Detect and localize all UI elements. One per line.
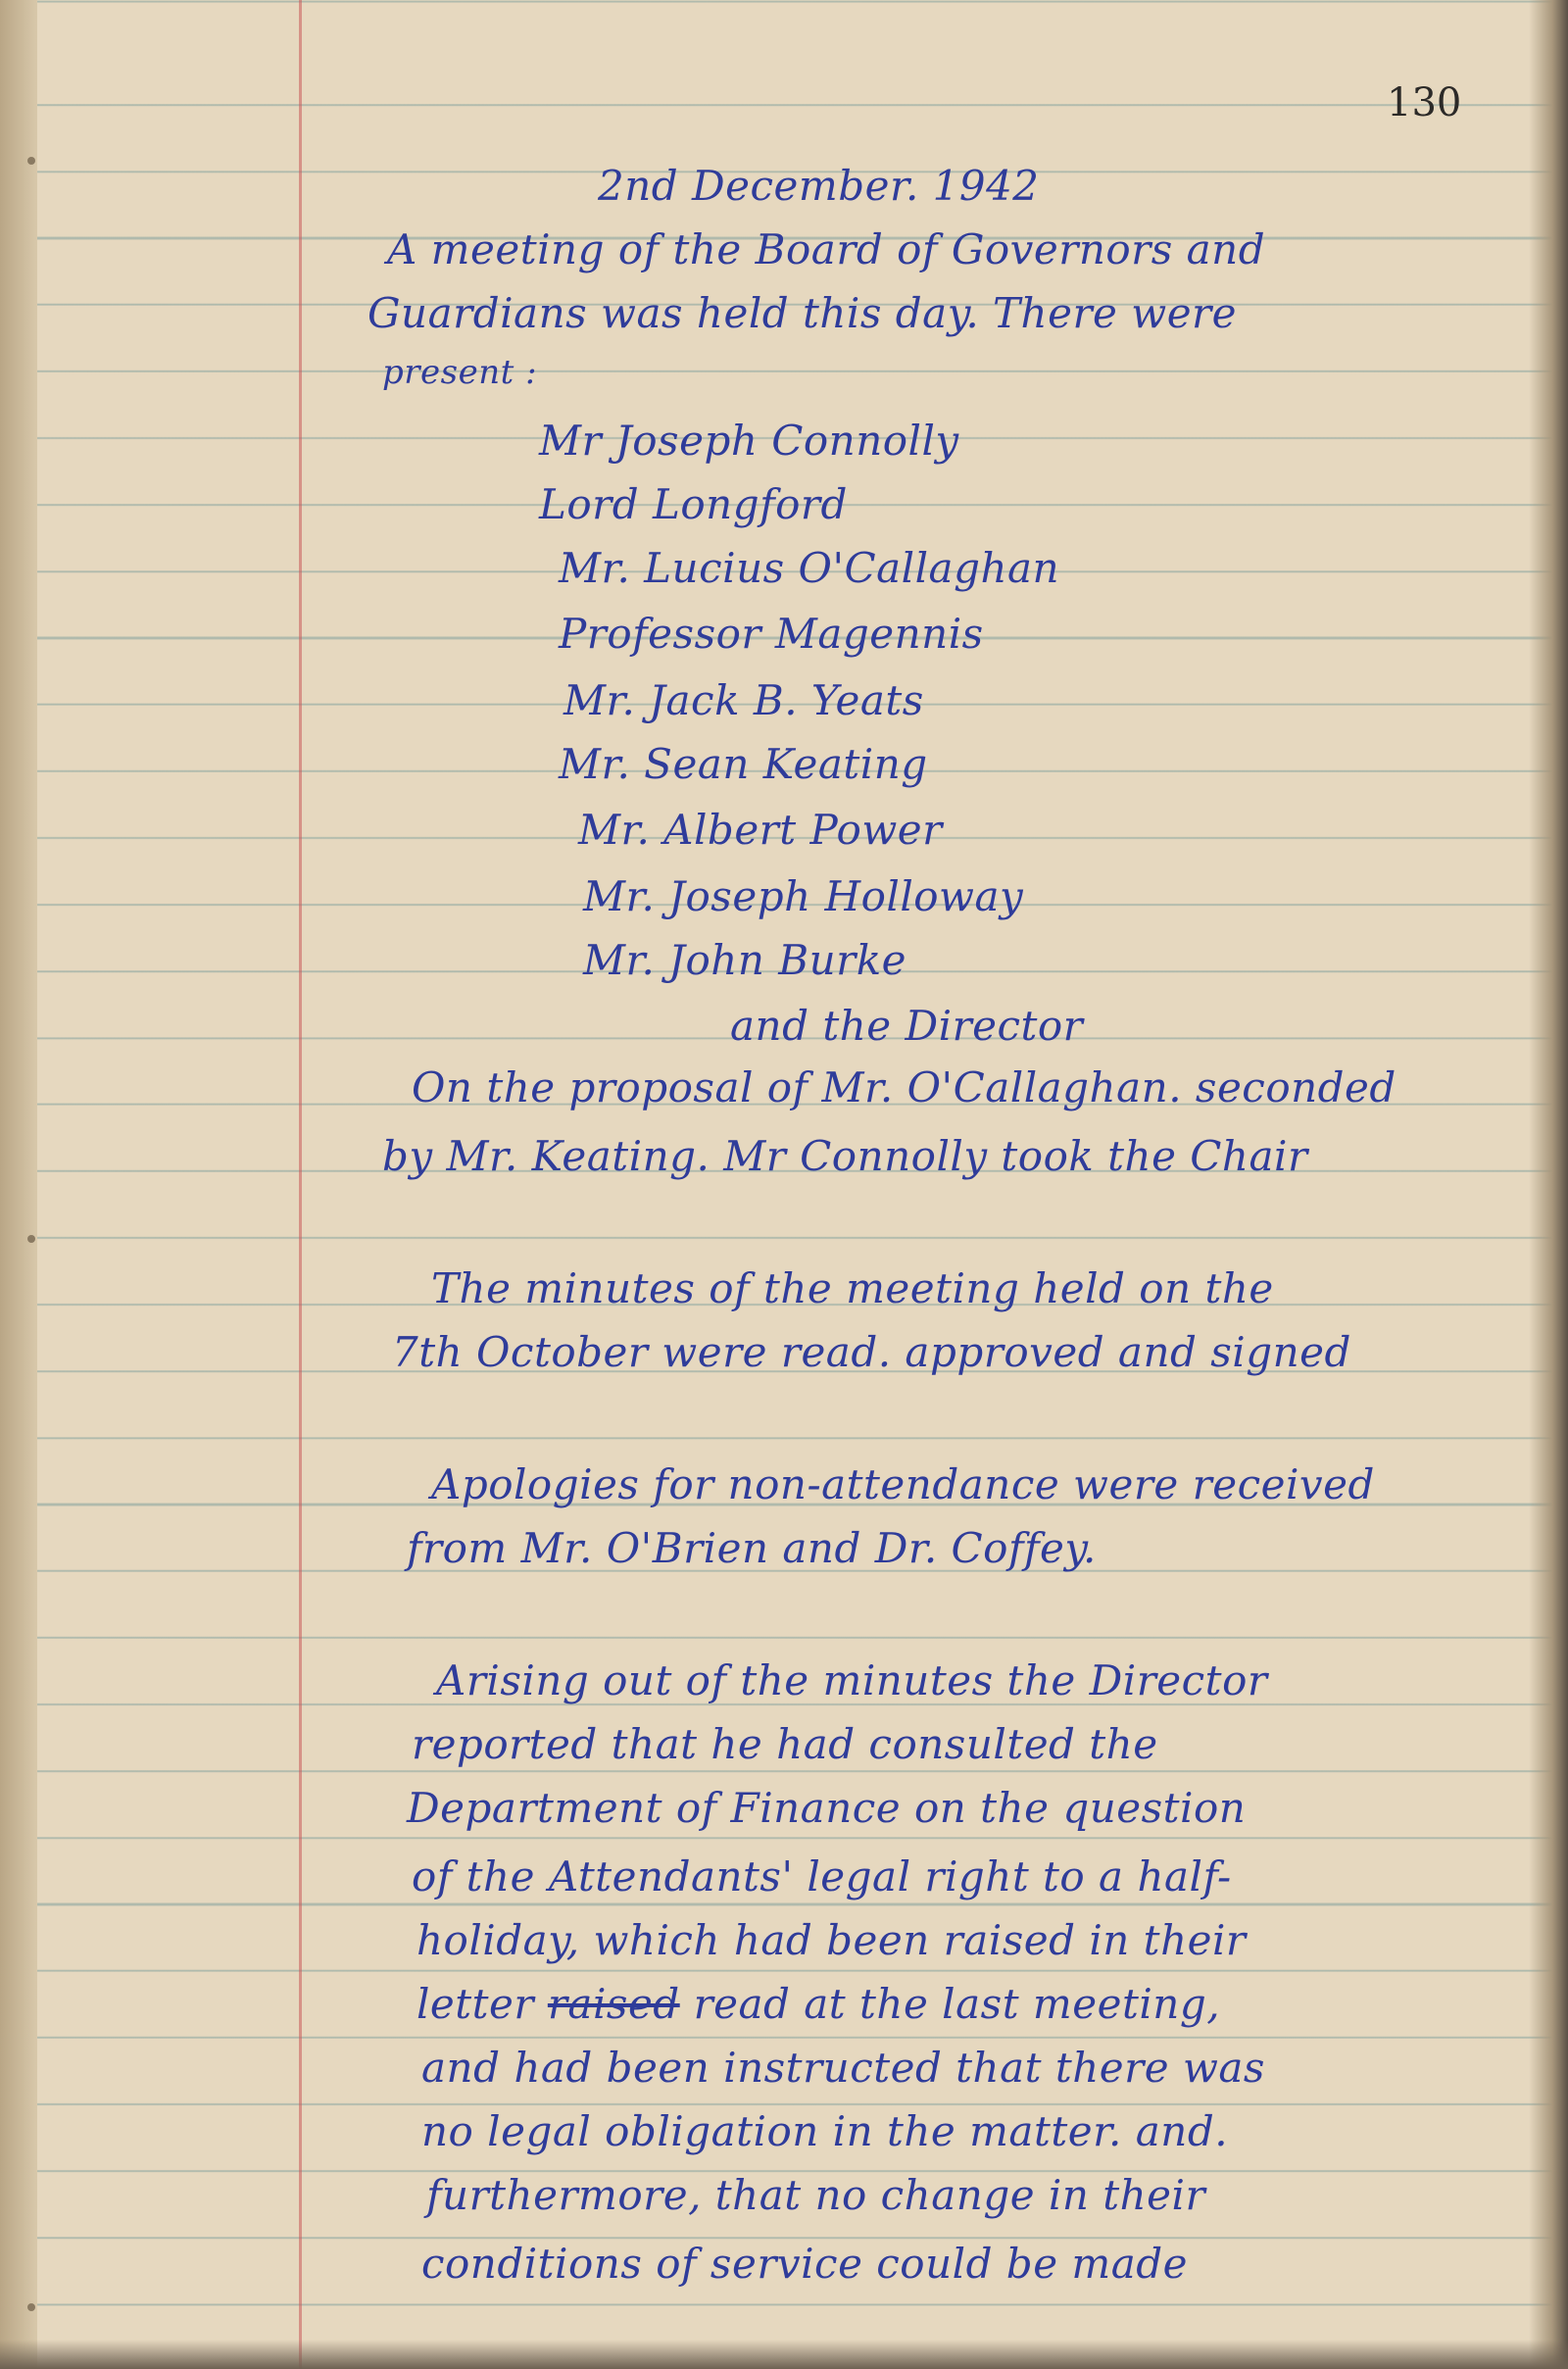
intro-line: A meeting of the Board of Governors and	[387, 225, 1266, 273]
apologies-line: from Mr. O'Brien and Dr. Coffey.	[407, 1524, 1097, 1572]
date-heading: 2nd December. 1942	[598, 162, 1040, 210]
arising-line: Arising out of the minutes the Director	[436, 1656, 1268, 1704]
margin-rule	[299, 0, 302, 2369]
binding-hole	[27, 2303, 35, 2311]
arising-line: reported that he had consulted the	[412, 1720, 1158, 1768]
page-number: 130	[1387, 80, 1462, 125]
page-right-edge	[1529, 0, 1568, 2369]
arising-line-with-correction	[416, 1980, 1220, 2028]
attendee: Mr Joseph Connolly	[539, 417, 959, 465]
binding-hole	[27, 1235, 35, 1243]
arising-line: and had been instructed that there was	[421, 2044, 1265, 2092]
struck-word: raised	[547, 1980, 680, 2028]
attendee: Mr. Joseph Holloway	[583, 872, 1024, 920]
attendee: Lord Longford	[539, 480, 848, 528]
arising-line-pre: letter	[416, 1980, 534, 2028]
page-left-edge	[0, 0, 37, 2369]
intro-line: present :	[382, 353, 538, 392]
minutes-line: The minutes of the meeting held on the	[431, 1264, 1274, 1312]
attendee: Professor Magennis	[559, 610, 984, 658]
page-bottom-shadow	[0, 2340, 1568, 2369]
arising-line: Department of Finance on the question	[407, 1784, 1247, 1832]
director-line: and the Director	[730, 1002, 1084, 1050]
apologies-line: Apologies for non-attendance were received	[431, 1460, 1375, 1508]
arising-line: holiday, which had been raised in their	[416, 1916, 1247, 1964]
binding-hole	[27, 157, 35, 165]
chair-line: On the proposal of Mr. O'Callaghan. seconded	[412, 1063, 1396, 1111]
attendee: Mr. Albert Power	[578, 806, 943, 854]
arising-line: conditions of service could be made	[421, 2240, 1189, 2288]
attendee: Mr. John Burke	[583, 936, 907, 984]
attendee: Mr. Lucius O'Callaghan	[559, 544, 1060, 592]
chair-line: by Mr. Keating. Mr Connolly took the Chair	[382, 1132, 1308, 1180]
intro-line: Guardians was held this day. There were	[368, 289, 1237, 337]
arising-line-post: read at the last meeting,	[693, 1980, 1221, 2028]
attendee: Mr. Sean Keating	[559, 740, 928, 788]
arising-line: furthermore, that no change in their	[426, 2171, 1206, 2219]
arising-line: no legal obligation in the matter. and.	[421, 2107, 1229, 2155]
arising-line: of the Attendants' legal right to a half-	[412, 1852, 1232, 1900]
attendee: Mr. Jack B. Yeats	[564, 676, 924, 724]
minutes-line: 7th October were read. approved and signed	[392, 1328, 1351, 1376]
